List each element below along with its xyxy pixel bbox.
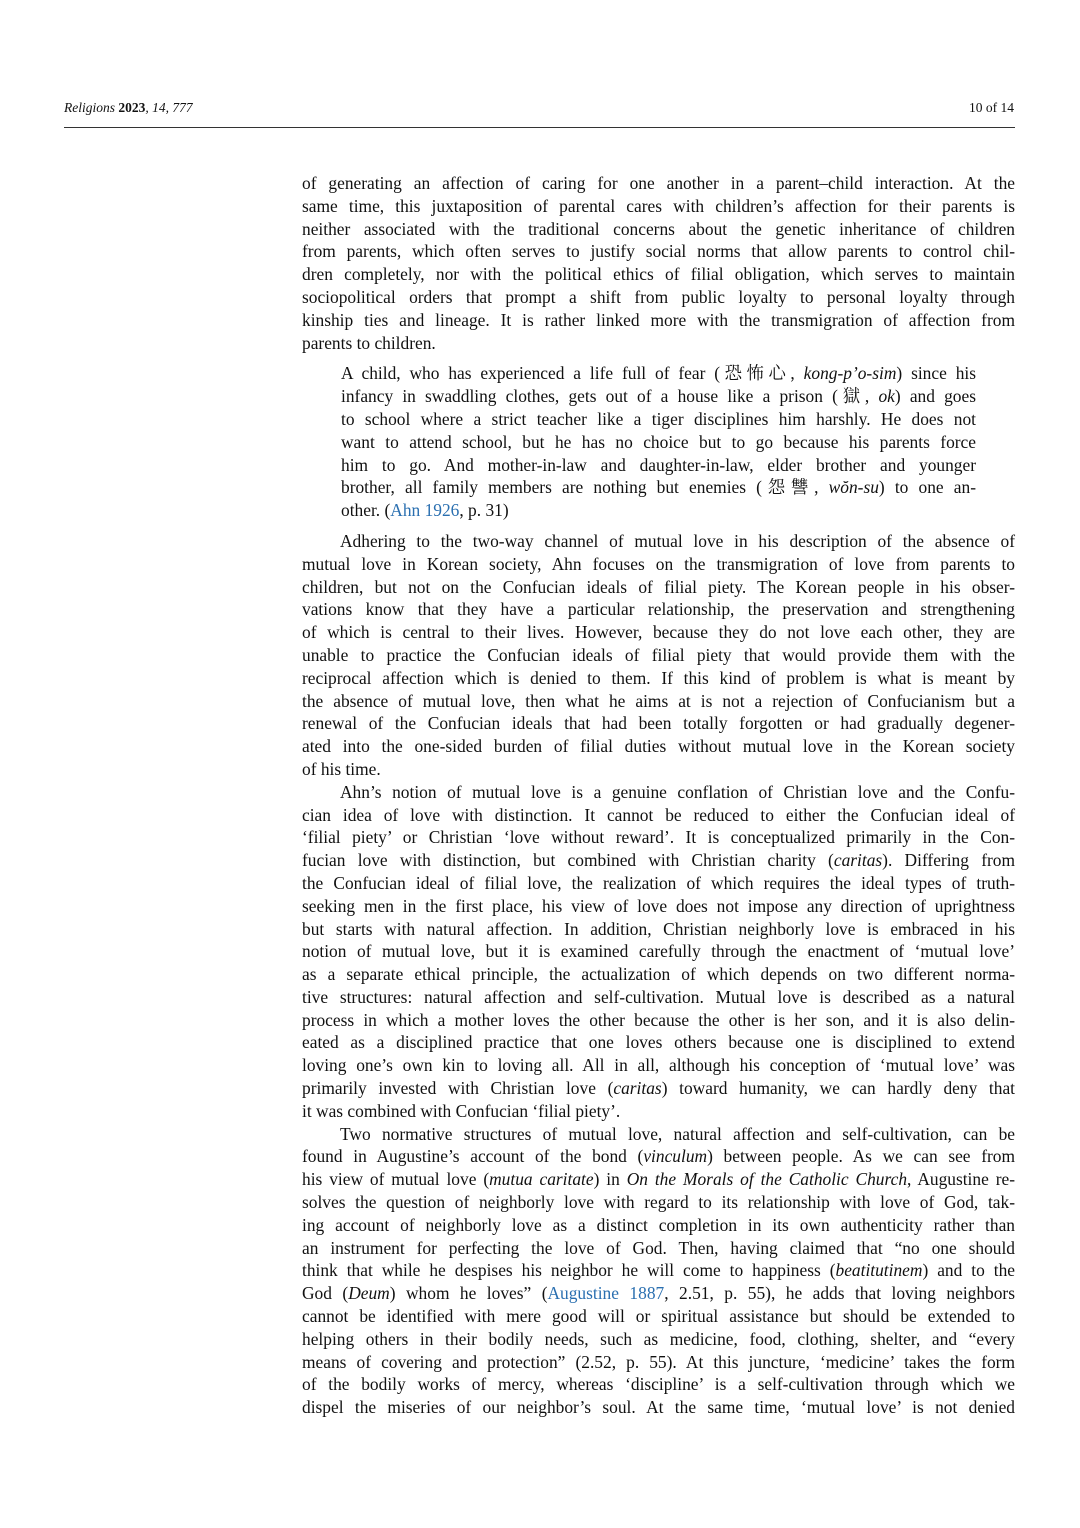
text-line bbox=[302, 1168, 1015, 1191]
text-line: cannot be identified with mere good will or spiritual assistance but should be extended to bbox=[302, 1306, 1015, 1327]
latin-term: beatitutinem bbox=[835, 1260, 923, 1281]
latin-term: mutua caritate bbox=[489, 1169, 594, 1190]
quote-line bbox=[341, 385, 976, 408]
article-body bbox=[302, 172, 1015, 1419]
text-line: children, but not on the Confucian ideals of filial piety. The Korean people in his obser- bbox=[302, 576, 1015, 597]
text-line: kinship ties and lineage. It is rather linked more with the transmigration of affection from bbox=[302, 309, 1015, 330]
text-run: fucian love with distinction, but combined with Christian charity ( bbox=[302, 850, 834, 871]
page-number: 10 of 14 bbox=[969, 100, 1014, 115]
citation-link[interactable]: Ahn 1926 bbox=[390, 500, 460, 521]
quote-line bbox=[341, 362, 976, 385]
text-run: , 2.51, p. 55), he adds that loving neighbors bbox=[664, 1283, 1015, 1304]
text-line: ing account of neighborly love as a distinct completion in its own authenticity rather than bbox=[302, 1214, 1015, 1235]
quote-text: infancy in swaddling clothes, gets out of a house like a prison (獄, bbox=[341, 386, 879, 407]
text-line: same time, this juxtaposition of parental cares with children’s affection for their parents is bbox=[302, 195, 1015, 216]
quote-text: ) to one an- bbox=[878, 477, 976, 498]
text-line: dispel the miseries of our neighbor’s soul. At the same time, ‘mutual love’ is not denied bbox=[302, 1397, 1015, 1418]
citation-link[interactable]: Augustine 1887 bbox=[547, 1283, 665, 1304]
running-header bbox=[64, 100, 1014, 122]
text-line: the absence of mutual love, then what he aims at is not a rejection of Confucianism but a bbox=[302, 690, 1015, 711]
header-rule bbox=[64, 127, 1015, 128]
text-line: of which is central to their lives. However, because they do not love each other, they are bbox=[302, 622, 1015, 643]
text-line: ated into the one-sided burden of filial duties without mutual love in the Korean society bbox=[302, 736, 1015, 757]
text-run: his view of mutual love ( bbox=[302, 1169, 490, 1190]
journal-year: 2023 bbox=[118, 100, 146, 115]
text-run: think that while he despises his neighbor he will come to happiness ( bbox=[302, 1260, 836, 1281]
text-line: cian idea of love with distinction. It cannot be reduced to either the Confucian ideal of bbox=[302, 804, 1015, 825]
text-line bbox=[302, 849, 1015, 872]
quote-text: A child, who has experienced a life full of fear (恐怖心, bbox=[341, 363, 804, 384]
text-line: notion of mutual love, but it is examined carefully through the enactment of ‘mutual love’ bbox=[302, 941, 1015, 962]
text-line: solves the question of neighborly love with regard to its relationship with love of God, tak- bbox=[302, 1192, 1015, 1213]
text-line: but starts with natural affection. In addition, Christian neighborly love is embraced in his bbox=[302, 918, 1015, 939]
journal-name: Religions bbox=[64, 100, 115, 115]
quote-line bbox=[341, 499, 976, 522]
text-line: an instrument for perfecting the love of God. Then, having claimed that “no one should bbox=[302, 1237, 1015, 1258]
text-line: sociopolitical orders that prompt a shift from public loyalty to personal loyalty through bbox=[302, 286, 1015, 307]
volume-article: , 14, 777 bbox=[145, 100, 193, 115]
paragraph-3 bbox=[302, 781, 1015, 1123]
text-run: ) in bbox=[593, 1169, 627, 1190]
text-line: neither associated with the traditional concerns about the genetic inheritance of children bbox=[302, 218, 1015, 239]
quote-line: want to attend school, but he has no choice but to go because his parents force bbox=[341, 431, 976, 452]
text-run: ) toward humanity, we can hardly deny that bbox=[661, 1078, 1015, 1099]
text-line: Two normative structures of mutual love, natural affection and self-cultivation, can be bbox=[340, 1123, 1015, 1144]
text-line: it was combined with Confucian ‘filial piety’. bbox=[302, 1100, 621, 1121]
quote-text: other. ( bbox=[341, 500, 391, 521]
latin-term: vinculum bbox=[643, 1146, 708, 1167]
text-line: of his time. bbox=[302, 758, 381, 779]
text-line: loving one’s own kin to loving all. All in all, although his conception of ‘mutual love’ was bbox=[302, 1055, 1015, 1076]
text-line: reciprocal affection which is denied to them. If this kind of problem is what is meant by bbox=[302, 667, 1015, 688]
quote-line: to school where a strict teacher like a tiger disciplines him harshly. He does not bbox=[341, 408, 976, 429]
text-line: seeking men in the first place, his view of love does not impose any direction of uprightness bbox=[302, 895, 1015, 916]
text-run: ) between people. As we can see from bbox=[707, 1146, 1016, 1167]
block-quote bbox=[302, 362, 1015, 522]
text-line: as a separate ethical principle, the actualization of which depends on two different norma- bbox=[302, 964, 1015, 985]
text-line: ‘filial piety’ or Christian ‘love without reward’. It is conceptualized primarily in the Con- bbox=[302, 827, 1015, 848]
text-run: found in Augustine’s account of the bond ( bbox=[302, 1146, 644, 1167]
text-run: primarily invested with Christian love ( bbox=[302, 1078, 614, 1099]
latin-term: Deum bbox=[348, 1283, 390, 1304]
text-line: parents to children. bbox=[302, 332, 436, 353]
text-line bbox=[302, 1145, 1015, 1168]
text-line bbox=[302, 1259, 1015, 1282]
text-line: unable to practice the Confucian ideals of filial piety that would provide them with the bbox=[302, 644, 1015, 665]
text-run: God ( bbox=[302, 1283, 349, 1304]
text-line: means of covering and protection” (2.52, p. 55). At this juncture, ‘medicine’ takes the form bbox=[302, 1351, 1015, 1372]
quote-text: , p. 31) bbox=[459, 500, 509, 521]
romanized-term: kong-p’o-sim bbox=[803, 363, 897, 384]
latin-term: caritas bbox=[833, 850, 883, 871]
text-line: process in which a mother loves the other because the other is her son, and it is also delin- bbox=[302, 1009, 1015, 1030]
paragraph-4 bbox=[302, 1123, 1015, 1419]
quote-text: brother, all family members are nothing but enemies (怨讐, bbox=[341, 477, 829, 498]
text-line: helping others in their bodily needs, such as medicine, food, clothing, shelter, and “every bbox=[302, 1328, 1015, 1349]
text-line: from parents, which often serves to justify social norms that allow parents to control chil- bbox=[302, 241, 1015, 262]
text-line: Adhering to the two-way channel of mutual love in his description of the absence of bbox=[340, 530, 1015, 551]
text-run: ). Differing from bbox=[882, 850, 1015, 871]
paragraph-1 bbox=[302, 172, 1015, 354]
romanized-term: wŏn-su bbox=[828, 477, 879, 498]
romanized-term: ok bbox=[878, 386, 895, 407]
quote-line: him to go. And mother-in-law and daughter-in-law, elder brother and younger bbox=[341, 454, 976, 475]
quote-text: ) and goes bbox=[894, 386, 976, 407]
text-run: ) and to the bbox=[922, 1260, 1015, 1281]
text-line: dren completely, nor with the political ethics of filial obligation, which serves to maintain bbox=[302, 264, 1015, 285]
text-line: vations know that they have a particular relationship, the preservation and strengthening bbox=[302, 599, 1015, 620]
work-title: On the Morals of the Catholic Church bbox=[626, 1169, 908, 1190]
text-line bbox=[302, 1077, 1015, 1100]
text-run: ) whom he loves” ( bbox=[389, 1283, 548, 1304]
quote-text: ) since his bbox=[896, 363, 976, 384]
text-line bbox=[302, 1282, 1015, 1305]
text-line: eated as a disciplined practice that one loves others because one is disciplined to extend bbox=[302, 1032, 1015, 1053]
text-line: the Confucian ideal of filial love, the realization of which requires the ideal types of truth- bbox=[302, 872, 1015, 893]
latin-term: caritas bbox=[613, 1078, 662, 1099]
text-line: of generating an affection of caring for one another in a parent–child interaction. At the bbox=[302, 173, 1015, 193]
text-line: renewal of the Confucian ideals that had been totally forgotten or had gradually degener- bbox=[302, 713, 1015, 734]
text-line: tive structures: natural affection and self-cultivation. Mutual love is described as a natural bbox=[302, 986, 1015, 1007]
text-line: of the bodily works of mercy, whereas ‘discipline’ is a self-cultivation through which we bbox=[302, 1374, 1015, 1395]
quote-line bbox=[341, 476, 976, 499]
journal-citation bbox=[64, 100, 193, 116]
text-line: mutual love in Korean society, Ahn focuses on the transmigration of love from parents to bbox=[302, 553, 1015, 574]
paragraph-2 bbox=[302, 530, 1015, 781]
text-run: , Augustine re- bbox=[907, 1169, 1016, 1190]
text-line: Ahn’s notion of mutual love is a genuine conflation of Christian love and the Confu- bbox=[340, 781, 1015, 802]
